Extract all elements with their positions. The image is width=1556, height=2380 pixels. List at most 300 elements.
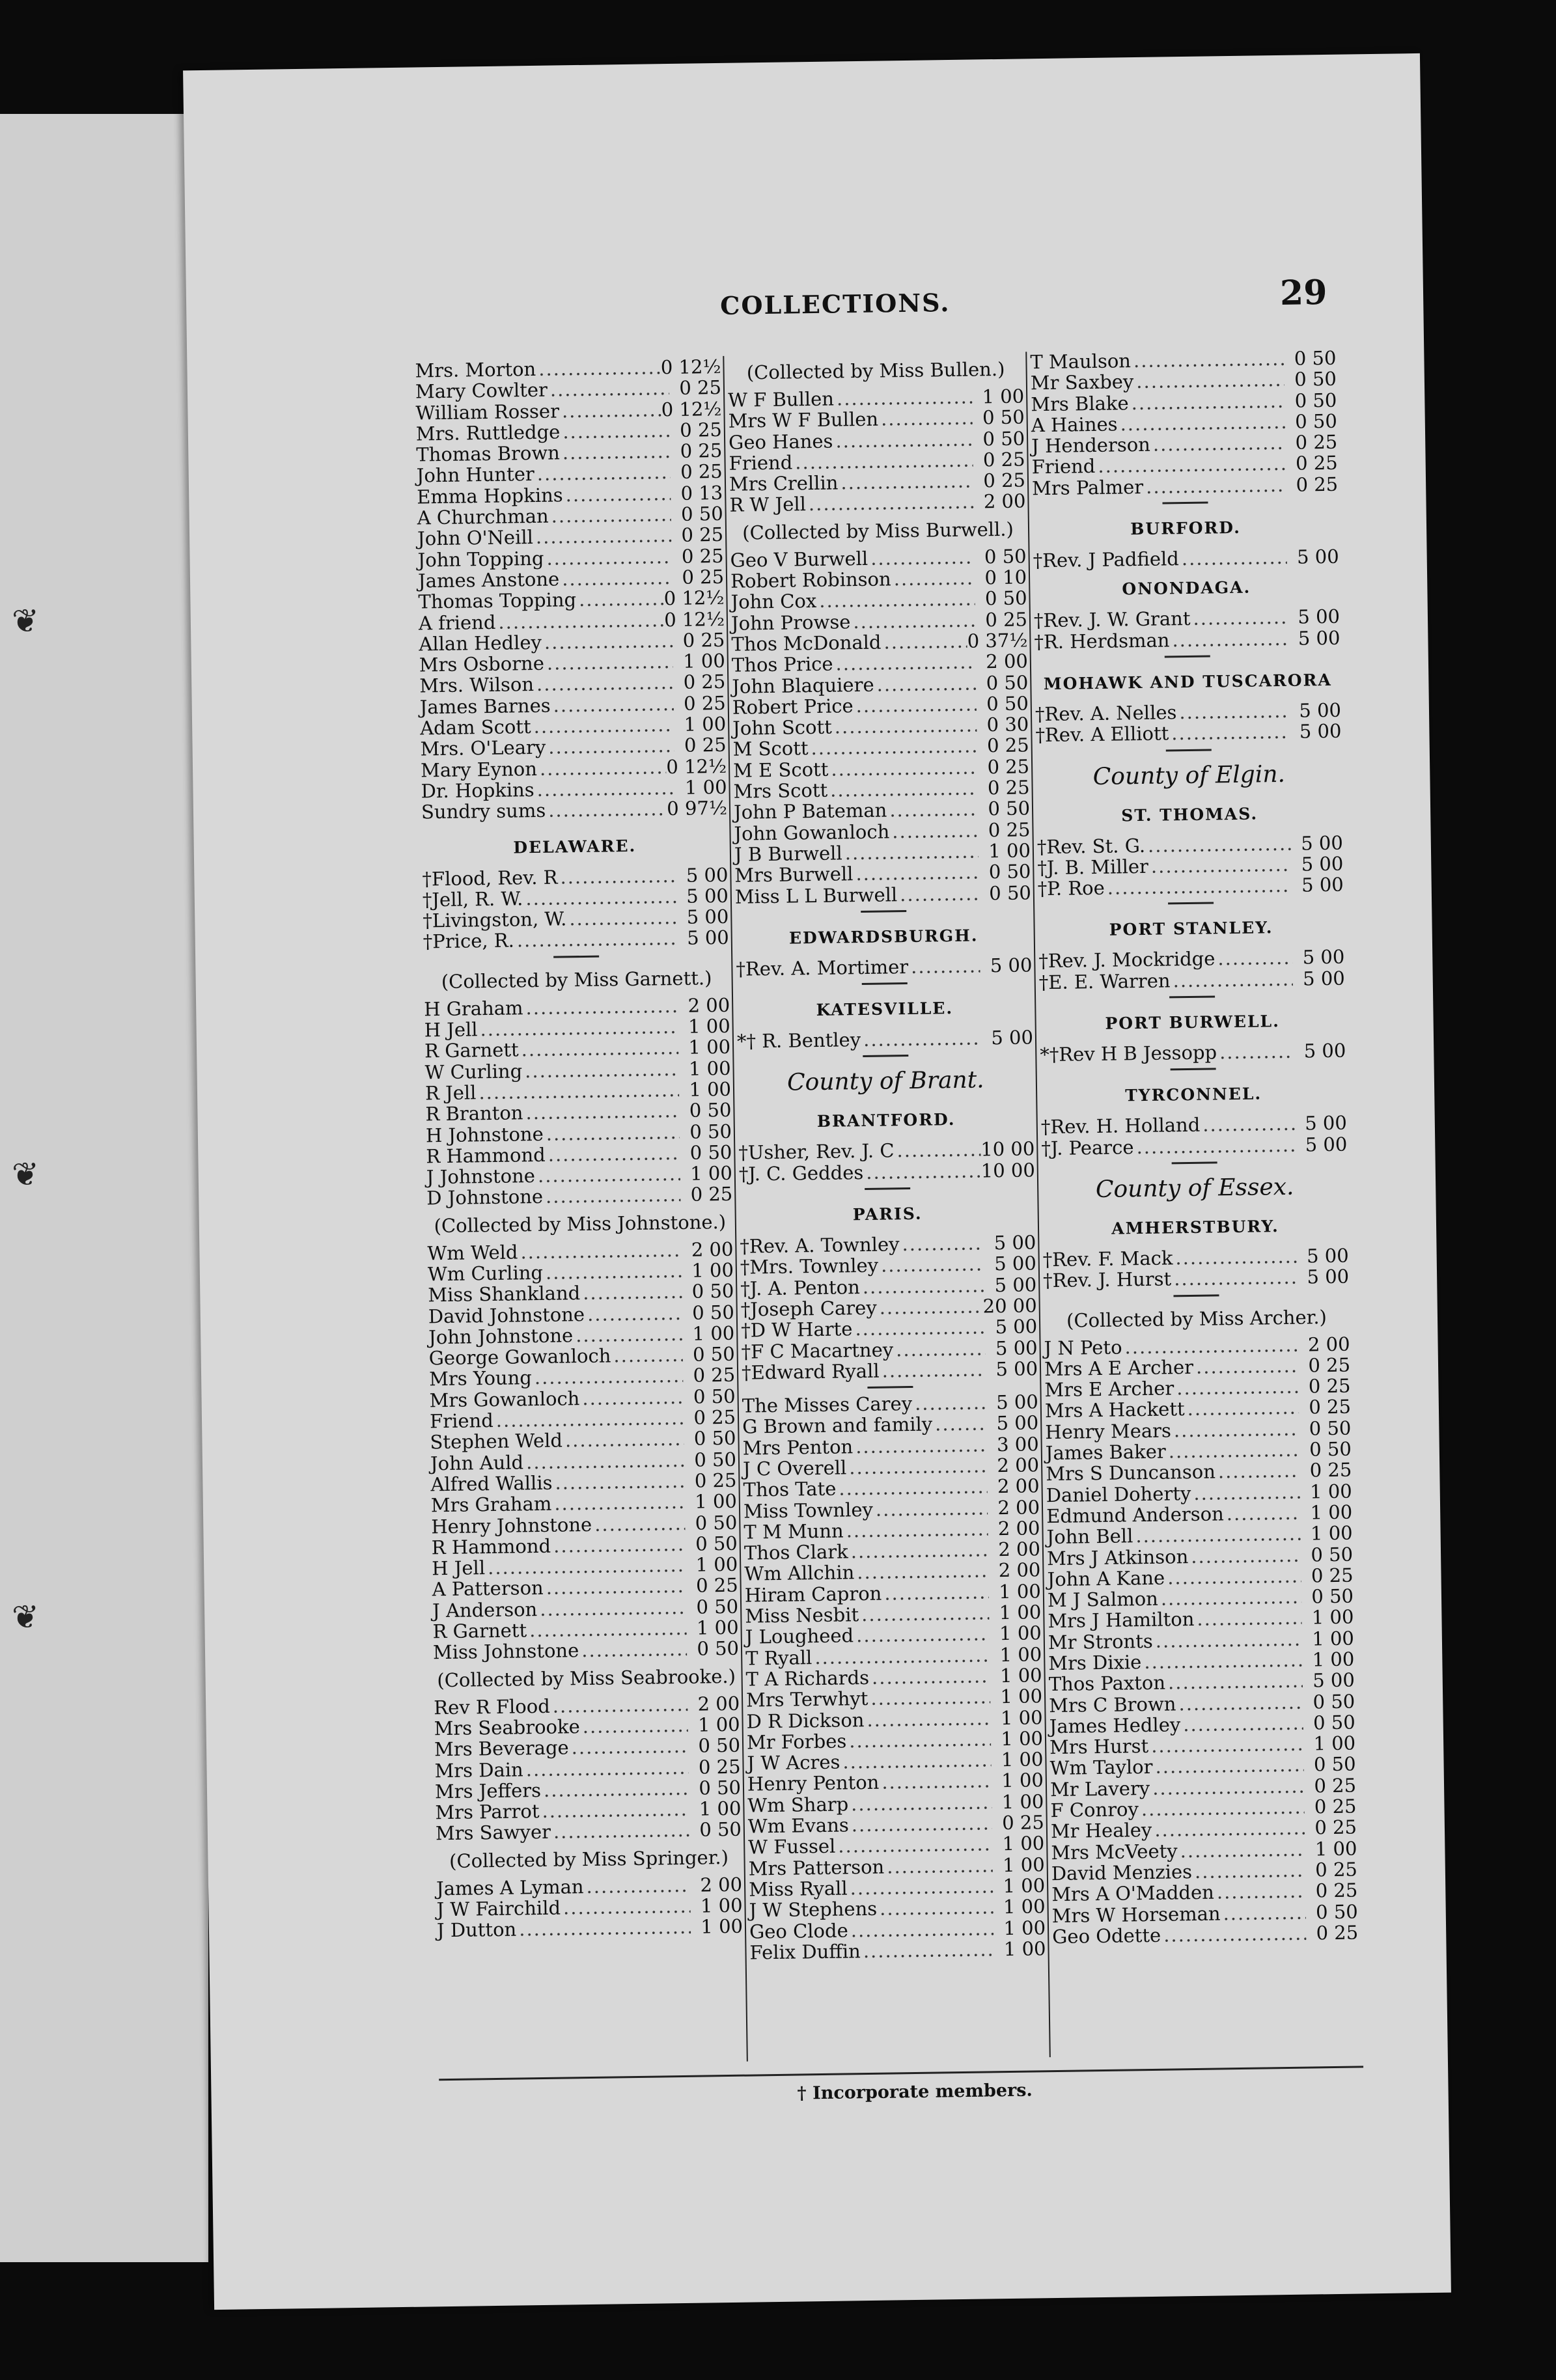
leader-dots [1095,453,1286,477]
leader-dots [897,883,979,905]
donor-name: Mrs. Morton [415,357,536,382]
donor-name: Geo Clode [749,1918,848,1943]
donation-amount: 1 00 [697,1713,740,1736]
collector-heading: (Collected by Miss Springer.) [449,1846,729,1872]
leader-dots [514,928,677,951]
leader-dots [544,1121,680,1144]
donor-name: Mrs J Atkinson [1046,1545,1189,1570]
leader-dots [516,1916,691,1940]
list-item [1035,721,1341,746]
donation-amount: 0 25 [982,448,1025,471]
donation-amount: 0 50 [1309,1437,1352,1461]
leader-dots [853,693,977,716]
leader-dots [585,1302,682,1324]
donor-name: John Scott [732,715,833,740]
donor-name: J Dutton [436,1918,517,1942]
donation-amount: 0 50 [986,671,1029,694]
donor-name: †Usher, Rev. J. C [738,1139,895,1165]
donor-name: T A Richards [745,1666,870,1691]
leader-dots [1188,1544,1301,1567]
donor-name: Mr Stronts [1048,1629,1153,1654]
donor-name: Mrs. Wilson [419,673,535,697]
running-title: COLLECTIONS. [719,288,951,320]
leader-dots [546,1142,680,1165]
donation-amount: 1 00 [684,775,727,799]
donation-amount: 0 50 [1313,1690,1355,1713]
donation-amount: 0 25 [683,691,726,715]
donation-amount: 0 25 [1296,473,1339,496]
donor-name: †Rev. J. Mockridge [1038,947,1216,973]
donor-name: The Misses Carey [742,1392,913,1417]
donor-name: James Hedley [1049,1713,1181,1737]
donation-amount: 2 00 [700,1873,743,1896]
donation-amount: 0 25 [983,469,1026,492]
leader-dots [852,1317,985,1340]
leader-dots [1171,1267,1297,1290]
donor-name: R Jell [424,1081,477,1105]
leader-dots [1184,1397,1299,1420]
leader-dots [792,449,973,473]
leader-dots [1152,1818,1305,1841]
donation-amount: 1 00 [999,1664,1042,1687]
leader-dots [1173,1246,1297,1269]
donation-amount: 0 25 [694,1469,737,1492]
leader-dots [1165,1439,1299,1462]
leader-dots [848,1918,993,1941]
donor-name: †P. Roe [1037,876,1105,900]
donation-amount: 2 00 [697,1692,740,1715]
donor-name: †Rev. J. Hurst [1042,1267,1172,1292]
donor-name: John Gowanloch [734,820,890,845]
donation-amount: 1 00 [999,1580,1042,1603]
donor-name: *†Rev H B Jessopp [1040,1041,1217,1066]
leader-dots [537,1597,686,1620]
donation-amount: 0 50 [695,1511,738,1534]
leader-dots [543,1184,681,1207]
leader-dots [1190,607,1288,629]
donor-name: †Mrs. Townley [740,1254,879,1279]
column-1 [415,356,743,1941]
section-heading: ST. THOMAS. [1121,804,1258,825]
document-page [183,53,1451,2310]
donation-amount: 1 00 [684,712,727,736]
donation-amount: 5 00 [1306,1244,1349,1267]
donor-name: John Prowse [730,610,851,635]
section-rule [1168,902,1214,905]
donation-amount: 0 50 [1313,1711,1355,1734]
leader-dots [532,1365,684,1389]
leader-dots [563,483,671,506]
donation-amount: 0 50 [988,860,1031,883]
donor-name: Thos Tate [743,1477,837,1501]
donor-name: H Jell [424,1018,478,1042]
donation-amount: 0 25 [684,734,727,757]
list-item [742,1358,1038,1383]
donor-name: David Menzies [1051,1861,1193,1885]
leader-dots [874,672,976,695]
donor-name: Alfred Wallis [430,1471,553,1496]
donation-amount: 1 00 [1003,1874,1046,1898]
county-heading: County of Essex. [1095,1173,1294,1203]
donor-name: Daniel Doherty [1046,1482,1191,1506]
donor-name: W Curling [424,1059,523,1084]
donor-name: J Lougheed [745,1624,854,1648]
leader-dots [1176,700,1289,723]
leader-dots [1133,1523,1301,1547]
leader-dots [544,651,673,674]
donation-amount: 5 00 [991,1026,1034,1049]
leader-dots [854,1624,990,1646]
donor-name: Thos McDonald [731,631,882,656]
leader-dots [908,955,980,977]
donation-amount: 1 00 [1313,1732,1356,1755]
donor-name: Mr Forbes [746,1730,847,1754]
donor-name: Friend [1031,455,1096,478]
leader-dots [1143,475,1286,497]
donor-name: *† R. Bentley [736,1029,861,1053]
leader-dots [579,1639,687,1661]
donor-name: Mrs Penton [742,1435,854,1460]
leader-dots [864,1708,991,1730]
donor-name: Mrs. Ruttledge [415,421,561,445]
leader-dots [846,1728,991,1751]
donor-name: Wm Taylor [1049,1756,1153,1780]
section-rule [1165,655,1210,657]
donor-name: Allan Hedley [419,631,542,656]
donation-amount: 0 25 [1314,1795,1357,1818]
donation-amount: 0 50 [1294,409,1338,433]
donation-amount: 0 25 [985,608,1028,631]
donation-amount: 0 50 [699,1818,742,1842]
donation-amount: 1 00 [1314,1837,1357,1861]
donation-amount: 1 00 [1001,1769,1044,1792]
donor-name: T M Munn [743,1519,844,1543]
donor-name: Wm Weld [427,1241,518,1265]
leader-dots [566,907,676,930]
donor-name: Miss Johnstone [432,1639,579,1664]
donation-amount: 0 50 [1311,1584,1354,1608]
donor-name: A Churchman [417,505,549,529]
leader-dots [891,568,975,590]
donation-amount: 1 00 [688,1014,730,1038]
donation-amount: 0 50 [988,797,1031,820]
donation-amount: 0 25 [987,776,1030,799]
leader-dots [848,1540,989,1562]
leader-dots [1215,947,1292,969]
donor-name: †Jell, R. W. [422,887,523,911]
footnote: † Incorporate members. [797,2080,1033,2104]
leader-dots [523,1100,679,1124]
donor-name: H Graham [424,996,523,1021]
donation-amount: 1 00 [1001,1748,1044,1771]
leader-dots [1145,833,1291,855]
leader-dots [853,1434,987,1457]
leader-dots [835,1834,992,1857]
leader-dots [1148,1734,1303,1757]
donor-name: †Flood, Rev. R [422,866,558,890]
leader-dots [868,1687,990,1709]
section-heading: BRANTFORD. [816,1110,956,1131]
donation-amount: 0 12½ [666,754,727,778]
donation-amount: 5 00 [1303,1039,1346,1062]
donor-name: Robert Price [732,695,854,719]
section-rule [1172,1161,1217,1164]
donor-name: Mrs Hurst [1049,1735,1149,1759]
leader-dots [834,387,973,409]
donor-name: Mrs W Horseman [1051,1902,1221,1927]
leader-dots [1150,1775,1304,1799]
section-heading: EDWARDSBURGH. [788,926,979,948]
donation-amount: 2 00 [997,1495,1040,1519]
leader-dots [873,1497,988,1520]
leader-dots [881,631,967,653]
leader-dots [559,399,661,421]
donor-name: Miss Ryall [748,1877,848,1901]
leader-dots [846,1455,987,1478]
donor-name: Mrs Beverage [434,1736,569,1761]
leader-dots [1214,1881,1306,1903]
donor-name: D R Dickson [746,1708,865,1733]
donor-name: R Branton [425,1101,523,1126]
donor-name: Mrs W F Bullen [728,408,879,433]
leader-dots [1165,1670,1303,1693]
leader-dots [912,1392,986,1415]
donor-name: Friend [729,451,793,475]
donor-name: Henry Mears [1045,1419,1172,1443]
leader-dots [548,378,670,400]
leader-dots [1152,1754,1304,1778]
leader-dots [1105,875,1292,898]
leader-dots [522,1059,679,1082]
donor-name: Mrs McVeety [1051,1840,1178,1864]
ornament-icon: ❦ [12,1155,39,1193]
donation-amount: 5 00 [996,1411,1039,1435]
donation-amount: 0 25 [1315,1879,1358,1902]
donor-name: J N Peto [1044,1336,1122,1359]
leader-dots [869,1665,990,1688]
donor-name: M E Scott [732,758,829,782]
leader-dots [854,1560,989,1583]
donation-amount: 1 00 [1310,1521,1353,1545]
donor-name: Thos Price [731,652,833,677]
donor-name: Mrs A Hackett [1044,1398,1185,1422]
list-item [437,1916,743,1941]
leader-dots [1148,854,1292,877]
donor-name: John Topping [417,547,544,572]
leader-dots [1193,1355,1298,1378]
donor-name: Sundry sums [421,799,546,823]
leader-dots [550,693,674,716]
donation-amount: 0 25 [683,671,726,694]
list-item [735,882,1031,907]
collector-heading: (Collected by Miss Bullen.) [746,357,1005,384]
donor-name: Dr. Hopkins [421,778,535,803]
donor-name: Thos Paxton [1048,1671,1166,1696]
county-heading: County of Brant. [786,1066,984,1097]
list-item [421,797,727,823]
section-heading: MOHAWK AND TUSCARORA [1043,670,1332,694]
donation-amount: 0 37½ [967,629,1028,652]
donation-amount: 1 00 [1312,1627,1355,1650]
donor-name: J Anderson [432,1598,538,1622]
leader-dots [537,756,667,779]
donor-name: Mrs S Duncanson [1046,1460,1216,1486]
leader-dots [561,1896,691,1918]
leader-dots [893,1338,986,1360]
donor-name: Hiram Capron [744,1582,882,1607]
section-heading: AMHERSTBURY. [1111,1217,1279,1238]
donation-amount: 0 50 [1313,1753,1356,1776]
leader-dots [863,1160,981,1183]
donation-amount: 1 00 [1311,1605,1354,1629]
donation-amount: 5 00 [686,905,729,928]
leader-dots [518,1239,681,1263]
collector-heading: (Collected by Miss Seabrooke.) [437,1665,736,1691]
leader-dots [848,1792,992,1814]
leader-dots [523,1756,688,1780]
leader-dots [592,1512,686,1534]
leader-dots [932,1413,986,1435]
donor-name: Mary Eynon [420,757,538,782]
donor-name: Stephen Weld [430,1429,563,1454]
donor-name: Mrs Seabrooke [434,1715,580,1740]
donor-name: R Garnett [432,1619,527,1643]
collector-heading: (Collected by Miss Garnett.) [441,966,712,993]
donation-amount: 5 00 [1305,1133,1348,1156]
donor-name: George Gowanloch [428,1344,611,1370]
leader-dots [843,1518,988,1541]
donation-amount: 0 50 [689,1099,732,1122]
donation-amount: 0 50 [984,587,1027,610]
donation-amount: 0 12½ [661,397,722,421]
section-heading: PORT STANLEY. [1109,918,1273,940]
donor-name: Thomas Topping [418,588,577,613]
facing-page-edge [0,114,208,2262]
donation-amount: 0 50 [695,1532,738,1555]
donor-name: James A Lyman [436,1875,584,1900]
leader-dots [876,1295,982,1318]
donation-amount: 0 25 [690,1183,733,1206]
list-item [1040,1040,1346,1066]
donor-name: H Jell [432,1557,486,1580]
list-item [1033,546,1339,572]
list-item [749,1938,1046,1963]
donation-amount: 0 25 [681,544,724,568]
leader-dots [860,1275,985,1297]
leader-dots [868,546,975,569]
page-number: 29 [1279,272,1327,313]
donor-name: †Rev. A. Mortimer [736,955,909,980]
leader-dots [1220,1902,1306,1924]
donation-amount: 1 00 [691,1258,734,1282]
donation-amount: 1 00 [1003,1937,1046,1960]
donor-name: Mr Lavery [1049,1777,1150,1801]
list-item [1039,967,1345,993]
donor-name: †Rev. St. G. [1036,834,1146,858]
donation-amount: 1 00 [999,1642,1042,1666]
footer-rule [439,2066,1363,2081]
donation-amount: 1 00 [1002,1853,1045,1876]
donation-amount: 5 00 [1298,626,1341,650]
leader-dots [879,1771,992,1793]
donor-name: Miss Shankland [428,1282,581,1307]
donor-name: Mrs. O'Leary [420,736,546,760]
donation-amount: 5 00 [1296,545,1339,568]
list-item [1052,1922,1358,1947]
leader-dots [1158,1586,1302,1609]
donation-amount: 1 00 [701,1915,743,1938]
donation-amount: 0 25 [698,1755,741,1778]
donor-name: A Haines [1031,413,1118,437]
donor-name: Miss L L Burwell [734,883,898,908]
donor-name: Adam Scott [419,715,531,740]
donation-amount: 1 00 [999,1601,1042,1624]
leader-dots [1153,1628,1303,1651]
donation-amount: 1 00 [688,1036,731,1059]
leader-dots [816,588,975,612]
donation-amount: 5 00 [1301,873,1344,896]
donor-name: Mrs Palmer [1031,475,1144,500]
leader-dots [531,714,674,737]
leader-dots [551,1534,686,1557]
ornament-icon: ❦ [12,602,39,640]
donor-name: †Rev. F. Mack [1042,1247,1173,1271]
leader-dots [543,1575,686,1598]
donor-name: Mrs E Archer [1044,1377,1174,1402]
donor-name: Henry Johnstone [431,1513,592,1538]
donor-name: Mrs Scott [733,779,828,803]
donor-name: †R. Herdsman [1034,629,1170,653]
leader-dots [573,1323,682,1346]
donation-amount: 1 00 [999,1622,1042,1645]
donor-name: John Auld [430,1450,524,1474]
leader-dots [1174,1376,1299,1399]
leader-dots [1177,1838,1305,1861]
leader-dots [523,1450,684,1473]
section-heading: PORT BURWELL. [1105,1012,1281,1033]
leader-dots [1141,1650,1302,1673]
donor-name: Mrs Terwhyt [745,1687,868,1711]
donor-name: Thomas Brown [416,441,561,466]
section-heading: KATESVILLE. [816,999,954,1020]
donor-name: R Garnett [424,1038,519,1062]
donor-name: Mrs Jeffers [434,1778,542,1803]
donation-amount: 0 50 [986,692,1029,715]
column-3 [1030,348,1358,1947]
donor-name: John Johnstone [428,1324,574,1349]
donor-name: †Rev. H. Holland [1040,1114,1201,1139]
donor-name: John A Kane [1047,1566,1165,1590]
leader-dots [808,736,977,759]
donation-amount: 1 00 [988,839,1031,863]
donation-amount: 0 25 [1309,1396,1352,1418]
donor-name: William Rosser [415,400,560,424]
leader-dots [849,1812,992,1835]
donor-name: †E. E. Warren [1038,969,1171,993]
leader-dots [1191,1481,1300,1504]
donation-amount: 5 00 [1301,852,1344,876]
leader-dots [1133,1134,1295,1157]
leader-dots [536,357,661,380]
donation-amount: 5 00 [1299,699,1342,722]
section-heading: ONONDAGA. [1122,577,1251,599]
donation-amount: 0 50 [1294,368,1337,391]
leader-dots [552,1471,684,1493]
donor-name: Mary Cowlter [415,378,548,403]
leader-dots [833,428,973,451]
donor-name: Mrs A E Archer [1044,1355,1194,1380]
leader-dots [859,1602,990,1625]
